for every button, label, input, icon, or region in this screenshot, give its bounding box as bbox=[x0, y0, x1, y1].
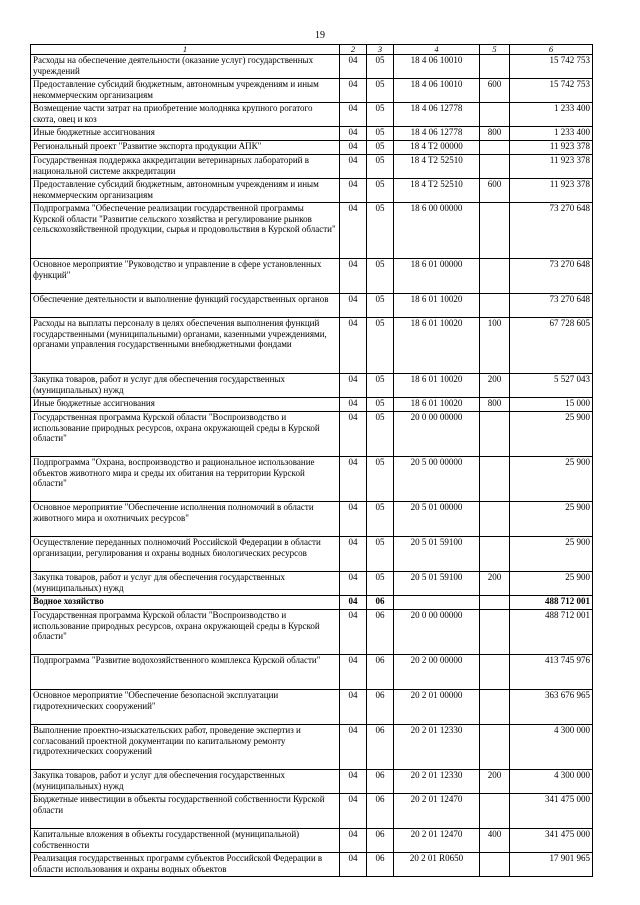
row-name: Возмещение части затрат на приобретение молодняка крупного рогатого скота, овец и коз bbox=[31, 103, 340, 127]
row-expense-type bbox=[480, 457, 510, 502]
row-expense-type bbox=[480, 610, 510, 655]
budget-table bbox=[30, 44, 593, 877]
row-amount: 4 300 000 bbox=[510, 725, 593, 770]
row-amount: 4 300 000 bbox=[510, 770, 593, 794]
table-row bbox=[31, 203, 593, 259]
row-amount: 25 900 bbox=[510, 412, 593, 457]
row-subsection: 05 bbox=[367, 155, 394, 179]
table-row bbox=[31, 572, 593, 596]
row-amount: 15 742 753 bbox=[510, 79, 593, 103]
row-name: Капитальные вложения в объекты государственной (муниципальной) собственности bbox=[31, 829, 340, 853]
row-name: Подпрограмма "Развитие водохозяйственного комплекса Курской области" bbox=[31, 655, 340, 690]
table-row bbox=[31, 141, 593, 155]
row-amount: 363 676 965 bbox=[510, 690, 593, 725]
table-row bbox=[31, 412, 593, 457]
table-row bbox=[31, 155, 593, 179]
row-expense-type bbox=[480, 203, 510, 259]
row-section: 04 bbox=[340, 55, 367, 79]
row-section: 04 bbox=[340, 770, 367, 794]
table-row bbox=[31, 770, 593, 794]
row-target-article: 18 6 01 10020 bbox=[394, 398, 480, 412]
row-expense-type: 100 bbox=[480, 318, 510, 374]
column-header-name: 1 bbox=[31, 45, 340, 55]
row-amount: 25 900 bbox=[510, 572, 593, 596]
row-amount: 73 270 648 bbox=[510, 294, 593, 318]
row-section: 04 bbox=[340, 155, 367, 179]
row-expense-type: 200 bbox=[480, 374, 510, 398]
row-name: Реализация государственных программ субъектов Российской Федерации в области использования и охраны водных объектов bbox=[31, 853, 340, 877]
row-target-article: 20 0 00 00000 bbox=[394, 412, 480, 457]
table-row bbox=[31, 79, 593, 103]
row-expense-type bbox=[480, 412, 510, 457]
row-name: Региональный проект "Развитие экспорта продукции АПК" bbox=[31, 141, 340, 155]
row-target-article: 18 6 01 10020 bbox=[394, 294, 480, 318]
row-name: Обеспечение деятельности и выполнение функций государственных органов bbox=[31, 294, 340, 318]
column-header-section: 2 bbox=[340, 45, 367, 55]
row-name: Осуществление переданных полномочий Российской Федерации в области организации, регулирования и охраны водных биологических ресурсов bbox=[31, 537, 340, 572]
row-name: Иные бюджетные ассигнования bbox=[31, 127, 340, 141]
row-expense-type: 400 bbox=[480, 829, 510, 853]
column-header-target-article: 4 bbox=[394, 45, 480, 55]
row-expense-type bbox=[480, 690, 510, 725]
row-expense-type bbox=[480, 103, 510, 127]
row-amount: 11 923 378 bbox=[510, 179, 593, 203]
row-target-article: 20 2 01 00000 bbox=[394, 690, 480, 725]
table-row bbox=[31, 596, 593, 610]
row-amount: 1 233 400 bbox=[510, 127, 593, 141]
row-name: Бюджетные инвестиции в объекты государственной собственности Курской области bbox=[31, 794, 340, 829]
row-amount: 73 270 648 bbox=[510, 203, 593, 259]
row-expense-type bbox=[480, 55, 510, 79]
table-row bbox=[31, 55, 593, 79]
row-expense-type: 600 bbox=[480, 179, 510, 203]
row-section: 04 bbox=[340, 259, 367, 294]
row-section: 04 bbox=[340, 318, 367, 374]
row-expense-type: 200 bbox=[480, 572, 510, 596]
row-subsection: 06 bbox=[367, 610, 394, 655]
row-target-article: 20 0 00 00000 bbox=[394, 610, 480, 655]
row-subsection: 06 bbox=[367, 655, 394, 690]
table-row bbox=[31, 179, 593, 203]
row-section: 04 bbox=[340, 829, 367, 853]
row-section: 04 bbox=[340, 853, 367, 877]
row-subsection: 05 bbox=[367, 141, 394, 155]
row-amount: 488 712 001 bbox=[510, 596, 593, 610]
table-body bbox=[31, 55, 593, 877]
table-row bbox=[31, 610, 593, 655]
row-expense-type bbox=[480, 596, 510, 610]
row-subsection: 05 bbox=[367, 103, 394, 127]
row-target-article: 18 4 06 10010 bbox=[394, 79, 480, 103]
row-name: Расходы на выплаты персоналу в целях обеспечения выполнения функций государственными (муниципальными) органами, казенными учреждениями, органами управления государственными внебюджетными фондами bbox=[31, 318, 340, 374]
table-row bbox=[31, 127, 593, 141]
row-amount: 25 900 bbox=[510, 537, 593, 572]
row-section: 04 bbox=[340, 141, 367, 155]
table-header bbox=[31, 45, 593, 55]
table-row bbox=[31, 853, 593, 877]
row-name: Закупка товаров, работ и услуг для обеспечения государственных (муниципальных) нужд bbox=[31, 374, 340, 398]
row-section: 04 bbox=[340, 794, 367, 829]
table-row bbox=[31, 294, 593, 318]
row-target-article: 18 4 06 10010 bbox=[394, 55, 480, 79]
row-target-article: 18 6 01 10020 bbox=[394, 318, 480, 374]
row-name: Основное мероприятие "Обеспечение исполнения полномочий в области животного мира и охотничьих ресурсов" bbox=[31, 502, 340, 537]
row-subsection: 06 bbox=[367, 794, 394, 829]
row-amount: 11 923 378 bbox=[510, 141, 593, 155]
table-row bbox=[31, 537, 593, 572]
row-section: 04 bbox=[340, 502, 367, 537]
row-amount: 488 712 001 bbox=[510, 610, 593, 655]
row-amount: 25 900 bbox=[510, 502, 593, 537]
row-target-article: 20 5 00 00000 bbox=[394, 457, 480, 502]
row-expense-type bbox=[480, 141, 510, 155]
row-expense-type bbox=[480, 794, 510, 829]
row-name: Основное мероприятие "Обеспечение безопасной эксплуатации гидротехнических сооружений" bbox=[31, 690, 340, 725]
row-expense-type: 800 bbox=[480, 398, 510, 412]
row-expense-type: 600 bbox=[480, 79, 510, 103]
row-section: 04 bbox=[340, 79, 367, 103]
row-section: 04 bbox=[340, 103, 367, 127]
table-row bbox=[31, 725, 593, 770]
row-amount: 11 923 378 bbox=[510, 155, 593, 179]
row-amount: 17 901 965 bbox=[510, 853, 593, 877]
table-row bbox=[31, 794, 593, 829]
row-amount: 15 000 bbox=[510, 398, 593, 412]
row-section: 04 bbox=[340, 596, 367, 610]
row-name: Подпрограмма "Обеспечение реализации государственной программы Курской области "Развитие сельского хозяйства и регулирование рынков сельскохозяйственной продукции, сырья и продовольствия в Курской области" bbox=[31, 203, 340, 259]
row-target-article: 18 4 T2 52510 bbox=[394, 179, 480, 203]
row-name: Государственная поддержка аккредитации ветеринарных лабораторий в национальной системе аккредитации bbox=[31, 155, 340, 179]
table-row bbox=[31, 374, 593, 398]
table-row bbox=[31, 259, 593, 294]
row-target-article: 20 2 01 12330 bbox=[394, 725, 480, 770]
page-number: 19 bbox=[315, 30, 325, 41]
row-name: Государственная программа Курской области "Воспроизводство и использование природных ресурсов, охрана окружающей среды в Курской области" bbox=[31, 610, 340, 655]
table-row bbox=[31, 502, 593, 537]
row-section: 04 bbox=[340, 655, 367, 690]
column-header-amount: 6 bbox=[510, 45, 593, 55]
row-expense-type bbox=[480, 259, 510, 294]
row-subsection: 05 bbox=[367, 374, 394, 398]
table-row bbox=[31, 829, 593, 853]
row-subsection: 05 bbox=[367, 127, 394, 141]
row-subsection: 05 bbox=[367, 537, 394, 572]
row-subsection: 06 bbox=[367, 725, 394, 770]
row-subsection: 06 bbox=[367, 596, 394, 610]
row-subsection: 06 bbox=[367, 853, 394, 877]
row-target-article: 20 2 01 12330 bbox=[394, 770, 480, 794]
row-section: 04 bbox=[340, 179, 367, 203]
row-expense-type: 200 bbox=[480, 770, 510, 794]
row-section: 04 bbox=[340, 690, 367, 725]
row-subsection: 05 bbox=[367, 55, 394, 79]
row-target-article: 20 2 01 R0650 bbox=[394, 853, 480, 877]
row-target-article: 18 6 01 10020 bbox=[394, 374, 480, 398]
row-subsection: 05 bbox=[367, 259, 394, 294]
row-name: Основное мероприятие "Руководство и управление в сфере установленных функций" bbox=[31, 259, 340, 294]
row-target-article: 18 4 T2 52510 bbox=[394, 155, 480, 179]
row-expense-type bbox=[480, 537, 510, 572]
column-header-expense-type: 5 bbox=[480, 45, 510, 55]
row-target-article: 18 6 00 00000 bbox=[394, 203, 480, 259]
row-subsection: 05 bbox=[367, 294, 394, 318]
row-name: Предоставление субсидий бюджетным, автономным учреждениям и иным некоммерческим организациям bbox=[31, 79, 340, 103]
row-target-article: 18 6 01 00000 bbox=[394, 259, 480, 294]
table-row bbox=[31, 655, 593, 690]
row-name: Иные бюджетные ассигнования bbox=[31, 398, 340, 412]
row-amount: 413 745 976 bbox=[510, 655, 593, 690]
row-subsection: 05 bbox=[367, 457, 394, 502]
row-subsection: 05 bbox=[367, 572, 394, 596]
table-row bbox=[31, 457, 593, 502]
row-amount: 67 728 605 bbox=[510, 318, 593, 374]
row-subsection: 05 bbox=[367, 79, 394, 103]
row-expense-type bbox=[480, 155, 510, 179]
row-expense-type: 800 bbox=[480, 127, 510, 141]
row-amount: 341 475 000 bbox=[510, 829, 593, 853]
row-amount: 25 900 bbox=[510, 457, 593, 502]
row-target-article: 20 5 01 59100 bbox=[394, 537, 480, 572]
row-section: 04 bbox=[340, 294, 367, 318]
table-row bbox=[31, 103, 593, 127]
row-subsection: 06 bbox=[367, 829, 394, 853]
row-section: 04 bbox=[340, 127, 367, 141]
row-target-article: 20 5 01 00000 bbox=[394, 502, 480, 537]
row-target-article: 18 4 T2 00000 bbox=[394, 141, 480, 155]
row-subsection: 05 bbox=[367, 502, 394, 537]
row-name: Водное хозяйство bbox=[31, 596, 340, 610]
row-subsection: 05 bbox=[367, 398, 394, 412]
table-row bbox=[31, 318, 593, 374]
row-amount: 1 233 400 bbox=[510, 103, 593, 127]
table-row bbox=[31, 398, 593, 412]
row-section: 04 bbox=[340, 725, 367, 770]
row-subsection: 05 bbox=[367, 412, 394, 457]
row-target-article: 20 5 01 59100 bbox=[394, 572, 480, 596]
row-section: 04 bbox=[340, 610, 367, 655]
row-subsection: 05 bbox=[367, 179, 394, 203]
row-section: 04 bbox=[340, 457, 367, 502]
row-section: 04 bbox=[340, 572, 367, 596]
row-section: 04 bbox=[340, 537, 367, 572]
row-expense-type bbox=[480, 294, 510, 318]
row-subsection: 06 bbox=[367, 770, 394, 794]
row-name: Расходы на обеспечение деятельности (оказание услуг) государственных учреждений bbox=[31, 55, 340, 79]
row-expense-type bbox=[480, 655, 510, 690]
table-row bbox=[31, 690, 593, 725]
row-target-article: 18 4 06 12778 bbox=[394, 103, 480, 127]
row-expense-type bbox=[480, 853, 510, 877]
row-amount: 5 527 043 bbox=[510, 374, 593, 398]
row-section: 04 bbox=[340, 203, 367, 259]
row-name: Закупка товаров, работ и услуг для обеспечения государственных (муниципальных) нужд bbox=[31, 572, 340, 596]
row-amount: 341 475 000 bbox=[510, 794, 593, 829]
column-header-subsection: 3 bbox=[367, 45, 394, 55]
row-expense-type bbox=[480, 725, 510, 770]
row-target-article: 18 4 06 12778 bbox=[394, 127, 480, 141]
row-section: 04 bbox=[340, 374, 367, 398]
row-amount: 73 270 648 bbox=[510, 259, 593, 294]
row-name: Выполнение проектно-изыскательских работ, проведение экспертиз и согласований проектной документации по капитальному ремонту гидротехнических сооружений bbox=[31, 725, 340, 770]
row-amount: 15 742 753 bbox=[510, 55, 593, 79]
row-name: Закупка товаров, работ и услуг для обеспечения государственных (муниципальных) нужд bbox=[31, 770, 340, 794]
row-target-article: 20 2 01 12470 bbox=[394, 829, 480, 853]
row-subsection: 05 bbox=[367, 203, 394, 259]
row-expense-type bbox=[480, 502, 510, 537]
row-target-article: 20 2 00 00000 bbox=[394, 655, 480, 690]
row-target-article bbox=[394, 596, 480, 610]
row-name: Государственная программа Курской области "Воспроизводство и использование природных ресурсов, охрана окружающей среды в Курской области" bbox=[31, 412, 340, 457]
row-section: 04 bbox=[340, 412, 367, 457]
row-name: Подпрограмма "Охрана, воспроизводство и рациональное использование объектов животного мира и среды их обитания на территории Курской области" bbox=[31, 457, 340, 502]
row-name: Предоставление субсидий бюджетным, автономным учреждениям и иным некоммерческим организациям bbox=[31, 179, 340, 203]
row-subsection: 05 bbox=[367, 318, 394, 374]
row-subsection: 06 bbox=[367, 690, 394, 725]
row-target-article: 20 2 01 12470 bbox=[394, 794, 480, 829]
row-section: 04 bbox=[340, 398, 367, 412]
